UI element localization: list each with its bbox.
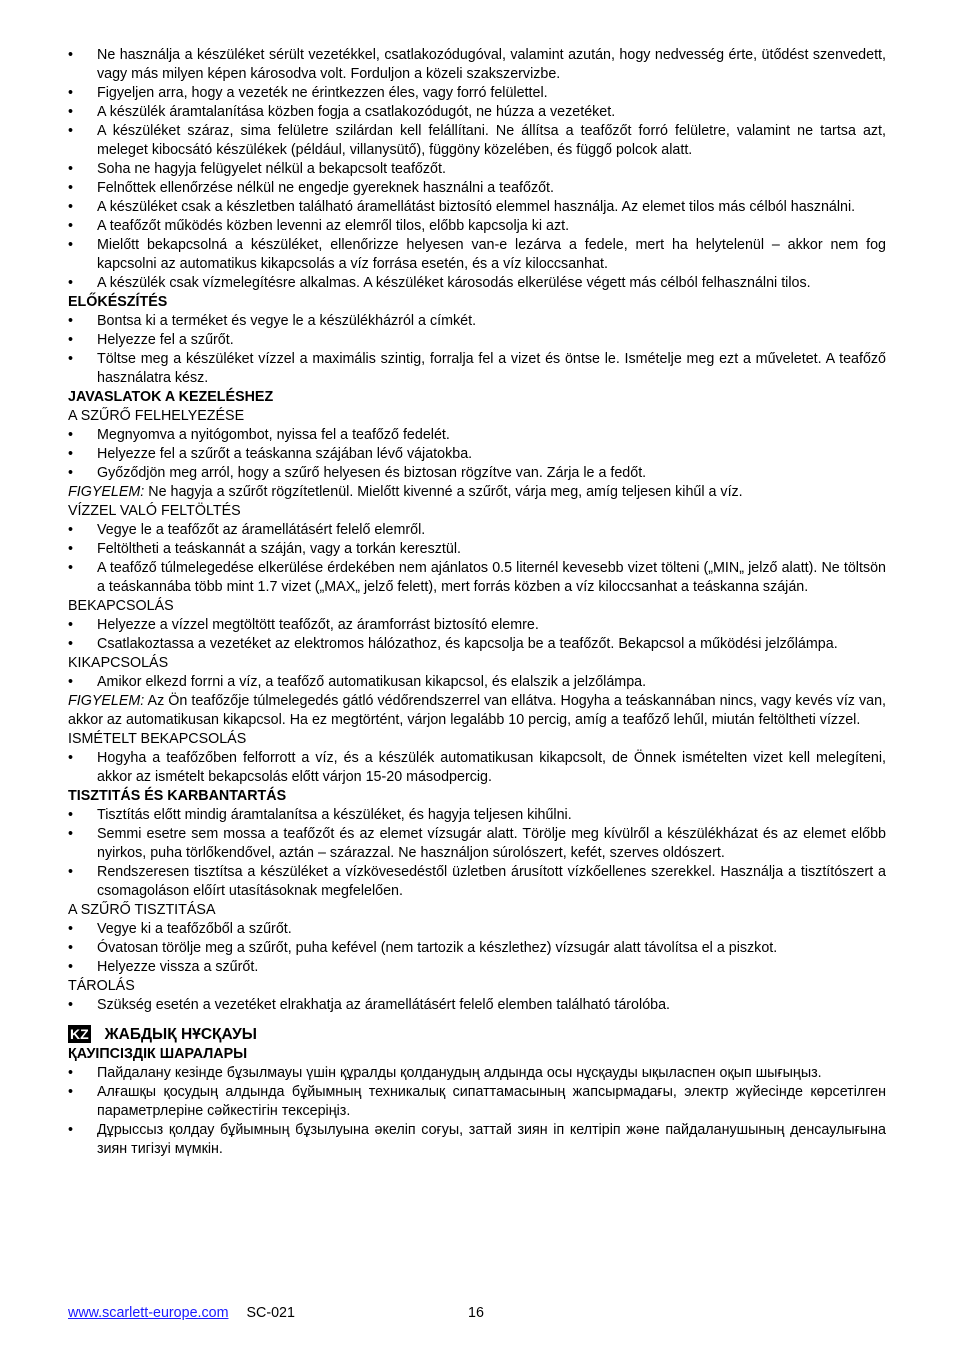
list-item: • Пайдалану кезінде бұзылмауы үшін құралды қолданудың алдында осы нұсқауды ықыласпен оқып шығыңыз. [68, 1064, 886, 1083]
list-item: • Helyezze vissza a szűrőt. [68, 958, 886, 977]
kz-safety-heading: ҚАУІПСІЗДІК ШАРАЛАРЫ [68, 1046, 248, 1062]
subheading-filter-cleaning: A SZŰRŐ TISZTITÁSA [68, 902, 216, 918]
subheading-water-fill: VÍZZEL VALÓ FELTÖLTÉS [68, 503, 241, 519]
filter-install-list [68, 426, 886, 483]
list-item: • Helyezze fel a szűrőt. [68, 331, 886, 350]
list-item: • Rendszeresen tisztítsa a készüléket a vízkövesedéstől üzletben árusított vízkőellenes szerekkel. Használja a tisztítószert a csomagoláson előírt utasításoknak megfelelően. [68, 863, 886, 901]
model-number: SC-021 [246, 1305, 295, 1321]
list-item: • Mielőtt bekapcsolná a készüléket, ellenőrizze helyesen van-e lezárva a fedele, mert ha helytelenül – akkor nem fog kapcsolni az automatikus kikapcsolás a víz forrása esetén, és a víz kiloccsanhat. [68, 236, 886, 274]
list-item: • Feltöltheti a teáskannát a száján, vagy a torkán keresztül. [68, 540, 886, 559]
cleaning-list [68, 806, 886, 901]
list-item: • Felnőttek ellenőrzése nélkül ne engedje gyereknek használni a teafőzőt. [68, 179, 886, 198]
section-heading-cleaning: TISZTITÁS ÉS KARBANTARTÁS [68, 788, 287, 804]
list-item: • Semmi esetre sem mossa a teafőzőt és az elemet vízsugár alatt. Törölje meg kívülről a készülékházat és az elemet előbb nyirkos, puha törlőkendővel, aztán – szárazzal. Ne használjon súrolószert, kefét, szerves oldószert. [68, 825, 886, 863]
note-text: Az Ön teafőzője túlmelegedés gátló védőrendszerrel van ellátva. Hogyha a teáskannában nincs, vagy kevés víz van, akkor az automatikusan kikapcsol. Ha ez megtörtént, várjon legalább 10 percig, amíg a teafőző lehűl, miután feltöltheti vízzel. [68, 693, 886, 728]
list-item: • Helyezze a vízzel megtöltött teafőzőt, az áramforrást biztosító elemre. [68, 616, 886, 635]
restart-list [68, 749, 886, 787]
list-item: • Ne használja a készüléket sérült vezetékkel, csatlakozódugóval, valamint azután, hogy nedvesség érte, ütődést szenvedett, vagy más milyen képen károsodva volt. Forduljon a közeli szakszervizbe. [68, 46, 886, 84]
list-item: • Vegye ki a teafőzőből a szűrőt. [68, 920, 886, 939]
page-number: 16 [468, 1305, 484, 1321]
list-item: • Megnyomva a nyitógombot, nyissa fel a teafőző fedelét. [68, 426, 886, 445]
switch-on-list [68, 616, 886, 654]
list-item: • Алғашқы қосудың алдында бұйымның техникалық сипаттамасының жапсырмадағы, электр жүйесінде көрсетілген параметрлеріне сәйкестігін тексеріңіз. [68, 1083, 886, 1121]
subheading-restart: ISMÉTELT BEKAPCSOLÁS [68, 731, 247, 747]
kz-safety-list [68, 1064, 886, 1159]
list-item: • A készülék csak vízmelegítésre alkalmas. A készüléket károsodás elkerülése végett más célból felhasználni tilos. [68, 274, 886, 293]
filter-cleaning-list [68, 920, 886, 977]
list-item: • A készüléket száraz, sima felületre szilárdan kell felállítani. Ne állítsa a teafőzőt forró felületre, valamint ne tartsa azt, meleget kibocsátó készülékek (például, villanysütő), függöny közelében, és függő polcok alatt. [68, 122, 886, 160]
list-item: • Amikor elkezd forrni a víz, a teafőző automatikusan kikapcsol, és elalszik a jelzőlámpa. [68, 673, 886, 692]
subheading-switch-on: BEKAPCSOLÁS [68, 598, 174, 614]
section-heading-preparation: ELŐKÉSZÍTÉS [68, 294, 168, 310]
kz-language-badge: KZ [70, 1026, 89, 1042]
kz-manual-title: ЖАБДЫҚ НҰСҚАУЫ [104, 1025, 257, 1043]
document-page [68, 46, 886, 1159]
list-item: • Vegye le a teafőzőt az áramellátásért felelő elemről. [68, 521, 886, 540]
subheading-filter-install: A SZŰRŐ FELHELYEZÉSE [68, 408, 245, 424]
list-item: • Bontsa ki a terméket és vegye le a készülékházról a címkét. [68, 312, 886, 331]
safety-list-hu [68, 46, 886, 293]
list-item: • Óvatosan törölje meg a szűrőt, puha kefével (nem tartozik a készlethez) vízsugár alatt távolítsa el a piszkot. [68, 939, 886, 958]
list-item: • Csatlakoztassa a vezetéket az elektromos hálózathoz, és kapcsolja be a teafőzőt. Bekapcsol a működési jelzőlámpa. [68, 635, 886, 654]
list-item: • Дұрыссыз қолдау бұйымның бұзылуына әкеліп соғуы, заттай зиян іп келтіріп және пайдаланушының денсаулығына зиян тигізуі мүмкін. [68, 1121, 886, 1159]
note-label: FIGYELEM: [68, 484, 145, 500]
list-item: • Tisztítás előtt mindig áramtalanítsa a készüléket, és hagyja teljesen kihűlni. [68, 806, 886, 825]
list-item: • A teafőzőt működés közben levenni az elemről tilos, előbb kapcsolja ki azt. [68, 217, 886, 236]
preparation-list [68, 312, 886, 388]
storage-list [68, 996, 886, 1015]
list-item: • Helyezze fel a szűrőt a teáskanna szájában lévő vájatokba. [68, 445, 886, 464]
filter-note [68, 483, 886, 502]
website-link[interactable]: www.scarlett-europe.com [68, 1305, 229, 1321]
list-item: • Töltse meg a készüléket vízzel a maximális szintig, forralja fel a vizet és öntse le. Ismételje meg ezt a műveletet. A teafőző használatra kész. [68, 350, 886, 388]
list-item: • Szükség esetén a vezetéket elrakhatja az áramellátásért felelő elemben található tárolóba. [68, 996, 886, 1015]
list-item: • A teafőző túlmelegedése elkerülése érdekében nem ajánlatos 0.5 liternél kevesebb vizet tölteni („MIN„ jelző alatt). Ne töltsön a teáskannába több mint 1.7 vizet („MAX„ jelző felett), mert forrás közben a víz kiloccsanhat a teáskanna száján. [68, 559, 886, 597]
water-fill-list [68, 521, 886, 597]
section-heading-usage: JAVASLATOK A KEZELÉSHEZ [68, 389, 274, 405]
kz-section-title [68, 1023, 886, 1045]
overheat-note [68, 692, 886, 730]
list-item: • Soha ne hagyja felügyelet nélkül a bekapcsolt teafőzőt. [68, 160, 886, 179]
list-item: • A készülék áramtalanítása közben fogja a csatlakozódugót, ne húzza a vezetéket. [68, 103, 886, 122]
list-item: • Győződjön meg arról, hogy a szűrő helyesen és biztosan rögzítve van. Zárja le a fedőt. [68, 464, 886, 483]
list-item: • Hogyha a teafőzőben felforrott a víz, és a készülék automatikusan kikapcsolt, de Önnek ismételten vizet kell melegíteni, akkor az ismételt bekapcsolás előtt várjon 15-20 másodpercig. [68, 749, 886, 787]
switch-off-list [68, 673, 886, 692]
note-text: Ne hagyja a szűrőt rögzítetlenül. Mielőtt kivenné a szűrőt, várja meg, amíg teljesen kihűl a víz. [144, 484, 743, 500]
note-label: FIGYELEM: [68, 693, 145, 709]
page-footer [68, 1304, 886, 1323]
list-item: • A készüléket csak a készletben található áramellátást biztosító elemmel használja. Az elemet tilos más célból használni. [68, 198, 886, 217]
subheading-switch-off: KIKAPCSOLÁS [68, 655, 169, 671]
list-item: • Figyeljen arra, hogy a vezeték ne érintkezzen éles, vagy forró felülettel. [68, 84, 886, 103]
subheading-storage: TÁROLÁS [68, 978, 135, 994]
